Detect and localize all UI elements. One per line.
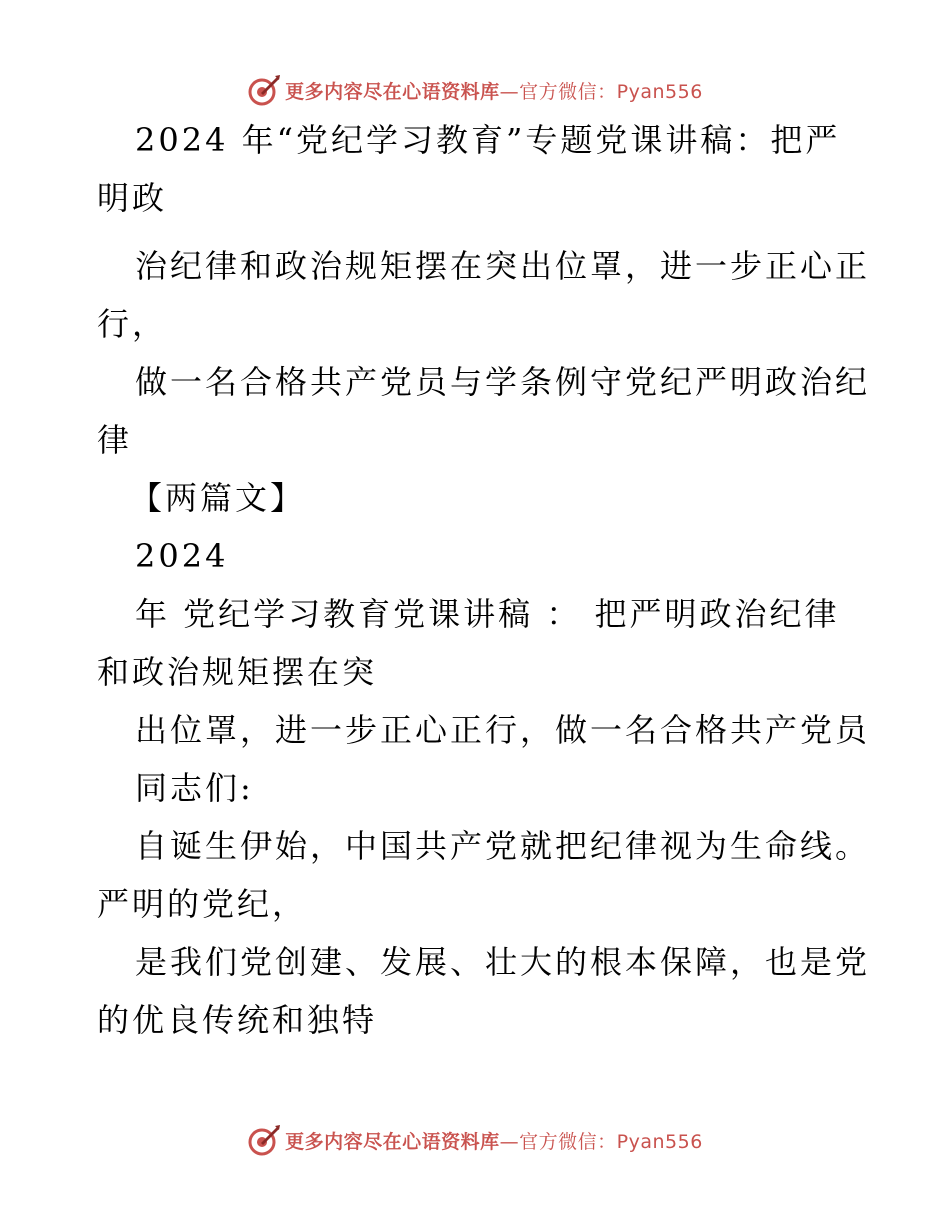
logo-icon [247,1123,281,1157]
text-line-6: 律 [97,421,133,459]
text-line-3: 治纪律和政治规矩摆在突出位罩，进一步正心正 [135,247,871,285]
text-line-14: 严明的党纪， [97,885,308,923]
footer-watermark [247,1123,703,1157]
text-line-1: 2024 年“党纪学习教育”专题党课讲稿：把严 [135,121,841,159]
text-line-7: 【两篇文】 [130,479,306,517]
text-line-16: 的优良传统和独特 [97,1001,378,1039]
page-header [0,68,950,112]
header-site-name: 更多内容尽在心语资料库 [285,80,500,103]
text-line-2: 明政 [97,179,168,217]
text-line-13: 自诞生伊始，中国共产党就把纪律视为生命线。 [135,827,871,865]
page-footer [0,1118,950,1162]
header-text [285,77,703,104]
header-wechat: —官方微信：Pyan556 [499,80,703,103]
text-line-10: 和政治规矩摆在突 [97,653,378,691]
logo-icon [247,73,281,107]
footer-wechat: —官方微信：Pyan556 [499,1130,703,1153]
text-line-15: 是我们党创建、发展、壮大的根本保障，也是党 [135,943,871,981]
header-watermark [247,73,703,107]
text-line-8: 2024 [135,537,229,575]
text-line-9: 年 党纪学习教育党课讲稿 ： 把严明政治纪律 [135,595,840,633]
text-line-12: 同志们: [135,769,254,807]
text-line-4: 行， [97,305,168,343]
footer-site-name: 更多内容尽在心语资料库 [285,1130,500,1153]
text-line-11: 出位罩，进一步正心正行，做一名合格共产党员 [135,711,871,749]
text-line-5: 做一名合格共产党员与学条例守党纪严明政治纪 [135,363,871,401]
footer-text [285,1127,703,1154]
